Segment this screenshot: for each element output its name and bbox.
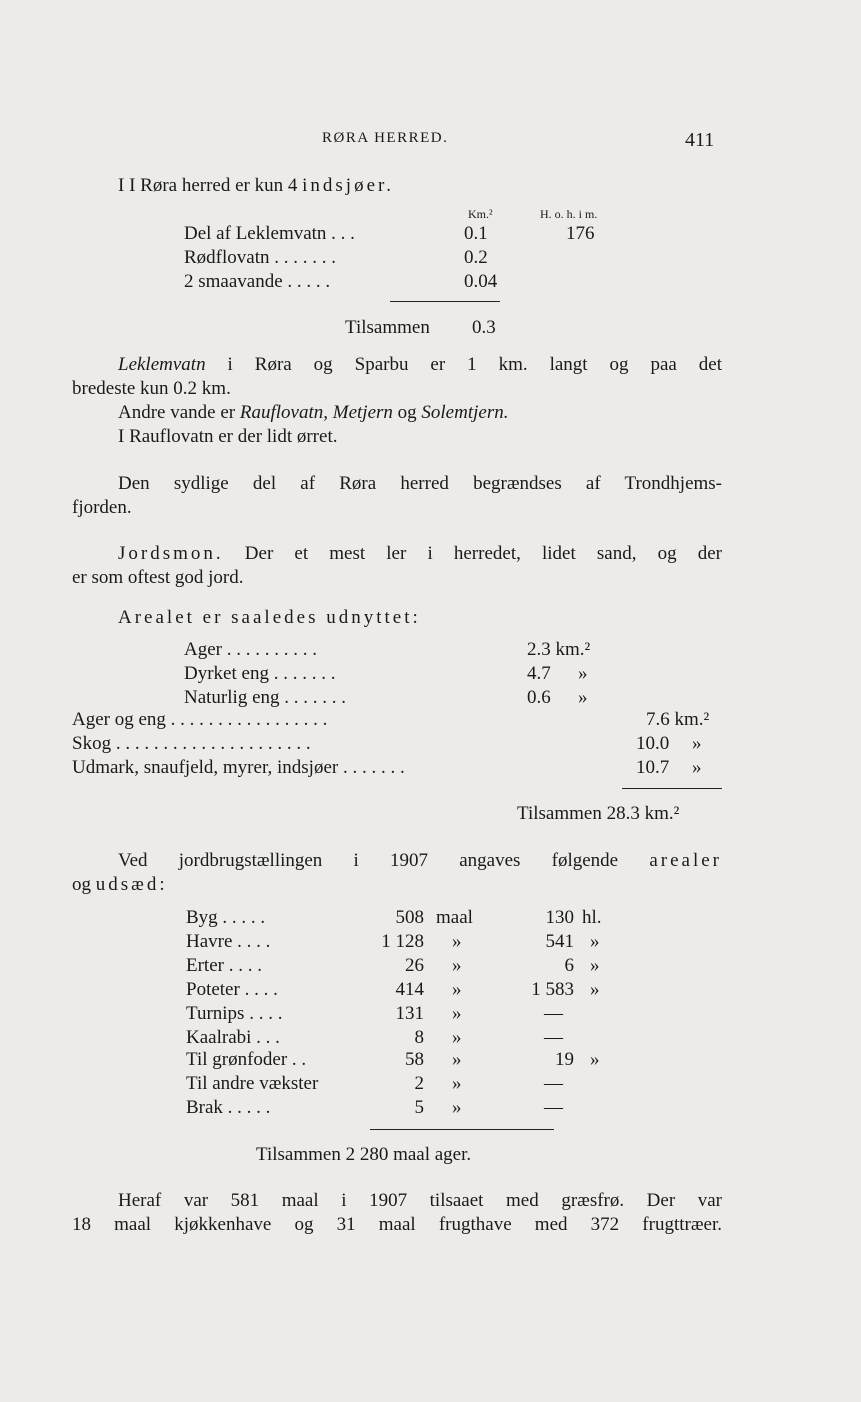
- crop-name: Til andre vækster: [186, 1073, 319, 1094]
- area-heading: Arealet er saaledes udnyttet:: [118, 607, 421, 628]
- running-header: RØRA HERRED.: [322, 130, 449, 146]
- area-main-value: 10.0: [636, 733, 670, 754]
- lake-name: Rødflovatn . . . . . . .: [184, 247, 336, 268]
- area-sub-value: 4.7: [527, 663, 551, 684]
- census-line1-text: Ved jordbrugstællingen i 1907 angaves følgende: [118, 850, 619, 871]
- para1-line3-text-b: og: [397, 402, 417, 423]
- jordsmon-heading: Jordsmon.: [118, 543, 224, 564]
- crop-maal-unit: »: [452, 955, 462, 976]
- crop-maal-unit: »: [452, 1097, 462, 1118]
- lake-name: 2 smaavande . . . . .: [184, 271, 331, 292]
- para4-line1: Heraf var 581 maal i 1907 tilsaaet med græsfrø. Der var: [118, 1190, 722, 1211]
- crop-maal-unit: »: [452, 1073, 462, 1094]
- crop-hl: —: [544, 1097, 563, 1118]
- para1-line2: bredeste kun 0.2 km.: [72, 378, 231, 399]
- lakes-total-label: Tilsammen: [345, 317, 430, 338]
- crop-maal: 58: [405, 1049, 424, 1070]
- area-sub-value: 2.3 km.²: [527, 639, 591, 660]
- lakes-intro-spaced: indsjøer.: [302, 175, 395, 196]
- crop-maal-unit: »: [452, 931, 462, 952]
- crop-hl: —: [544, 1003, 563, 1024]
- crop-hl-unit: »: [590, 955, 600, 976]
- crop-hl-unit: »: [590, 1049, 600, 1070]
- crop-hl-unit: »: [590, 931, 600, 952]
- crop-hl: 130: [545, 907, 574, 928]
- crop-maal-unit: »: [452, 1049, 462, 1070]
- lake-metjern: Metjern: [332, 402, 393, 423]
- crop-hl: 541: [545, 931, 574, 952]
- lake-rauflovatn: Rauflovatn,: [239, 402, 328, 423]
- para3-line2: er som oftest god jord.: [72, 567, 244, 588]
- crop-maal: 1 128: [381, 931, 424, 952]
- para1-line1: [118, 353, 722, 377]
- crop-name: Byg . . . . .: [186, 907, 266, 928]
- para2-line1: Den sydlige del af Røra herred begrændses af Trondhjems-: [118, 473, 722, 494]
- crop-hl: 19: [555, 1049, 574, 1070]
- col-header-hoh: H. o. h. i m.: [540, 207, 598, 221]
- para1-line3-text-a: Andre vande er: [118, 402, 236, 423]
- leklemvatn-name: Leklemvatn: [118, 354, 206, 375]
- crop-maal-unit: maal: [436, 907, 473, 928]
- area-sub-label: Dyrket eng . . . . . . .: [184, 663, 336, 684]
- crop-maal: 414: [395, 979, 424, 1000]
- crop-hl: —: [544, 1027, 563, 1048]
- para1-line1-text: i Røra og Sparbu er 1 km. langt og paa det: [227, 354, 723, 375]
- area-main-value: 10.7: [636, 757, 670, 778]
- crop-maal: 26: [405, 955, 424, 976]
- sum-rule: [622, 788, 722, 789]
- lake-solemtjern: Solemtjern.: [421, 402, 509, 423]
- crop-name: Poteter . . . .: [186, 979, 278, 1000]
- crop-maal: 131: [395, 1003, 424, 1024]
- ditto-mark: »: [578, 687, 588, 708]
- lakes-intro-text: I I Røra herred er kun 4: [118, 175, 298, 196]
- crop-hl: 1 583: [531, 979, 574, 1000]
- crop-name: Turnips . . . .: [186, 1003, 283, 1024]
- crop-name: Til grønfoder . .: [186, 1049, 307, 1070]
- area-sub-value: 0.6: [527, 687, 551, 708]
- page-number: 411: [685, 129, 715, 151]
- para1-line3: [118, 401, 508, 425]
- crop-maal-unit: »: [452, 1003, 462, 1024]
- ditto-mark: »: [692, 733, 702, 754]
- area-main-label: Udmark, snaufjeld, myrer, indsjøer . . . . . . .: [72, 757, 405, 778]
- col-header-km: Km.²: [468, 207, 493, 221]
- lake-km: 0.1: [464, 223, 488, 244]
- crop-name: Kaalrabi . . .: [186, 1027, 280, 1048]
- crop-maal-unit: »: [452, 1027, 462, 1048]
- census-total: Tilsammen 2 280 maal ager.: [256, 1144, 472, 1165]
- census-line2: [72, 873, 168, 897]
- census-udsaed: udsæd:: [95, 874, 168, 895]
- crop-maal: 5: [414, 1097, 424, 1118]
- crop-hl: —: [544, 1073, 563, 1094]
- census-arealer: arealer: [649, 850, 722, 871]
- crop-hl: 6: [564, 955, 574, 976]
- crop-maal: 8: [414, 1027, 424, 1048]
- para3-line1-text: Der et mest ler i herredet, lidet sand, og der: [244, 543, 722, 564]
- lake-km: 0.2: [464, 247, 488, 268]
- sum-rule: [390, 301, 500, 302]
- census-line2-text: og: [72, 874, 91, 895]
- area-total: Tilsammen 28.3 km.²: [517, 803, 680, 824]
- sum-rule: [370, 1129, 554, 1130]
- area-sub-label: Ager . . . . . . . . . .: [184, 639, 317, 660]
- area-sub-label: Naturlig eng . . . . . . .: [184, 687, 347, 708]
- para1-line4: I Rauflovatn er der lidt ørret.: [118, 426, 338, 447]
- crop-hl-unit: »: [590, 979, 600, 1000]
- ditto-mark: »: [692, 757, 702, 778]
- area-main-value: 7.6 km.²: [646, 709, 710, 730]
- crop-maal-unit: »: [452, 979, 462, 1000]
- crop-name: Brak . . . . .: [186, 1097, 271, 1118]
- crop-name: Erter . . . .: [186, 955, 262, 976]
- census-line1: [118, 849, 722, 873]
- area-main-label: Ager og eng . . . . . . . . . . . . . . . . .: [72, 709, 328, 730]
- ditto-mark: »: [578, 663, 588, 684]
- para2-line2: fjorden.: [72, 497, 132, 518]
- crop-name: Havre . . . .: [186, 931, 271, 952]
- lake-hoh: 176: [566, 223, 595, 244]
- para3-line1: [118, 542, 722, 566]
- crop-maal: 508: [395, 907, 424, 928]
- lake-km: 0.04: [464, 271, 498, 292]
- para4-line2: 18 maal kjøkkenhave og 31 maal frugthave med 372 frugttræer.: [72, 1214, 722, 1235]
- lake-name: Del af Leklemvatn . . .: [184, 223, 355, 244]
- lakes-total-value: 0.3: [472, 317, 496, 338]
- lakes-intro: [118, 174, 394, 198]
- crop-maal: 2: [414, 1073, 424, 1094]
- area-main-label: Skog . . . . . . . . . . . . . . . . . . . . .: [72, 733, 311, 754]
- crop-hl-unit: hl.: [582, 907, 602, 928]
